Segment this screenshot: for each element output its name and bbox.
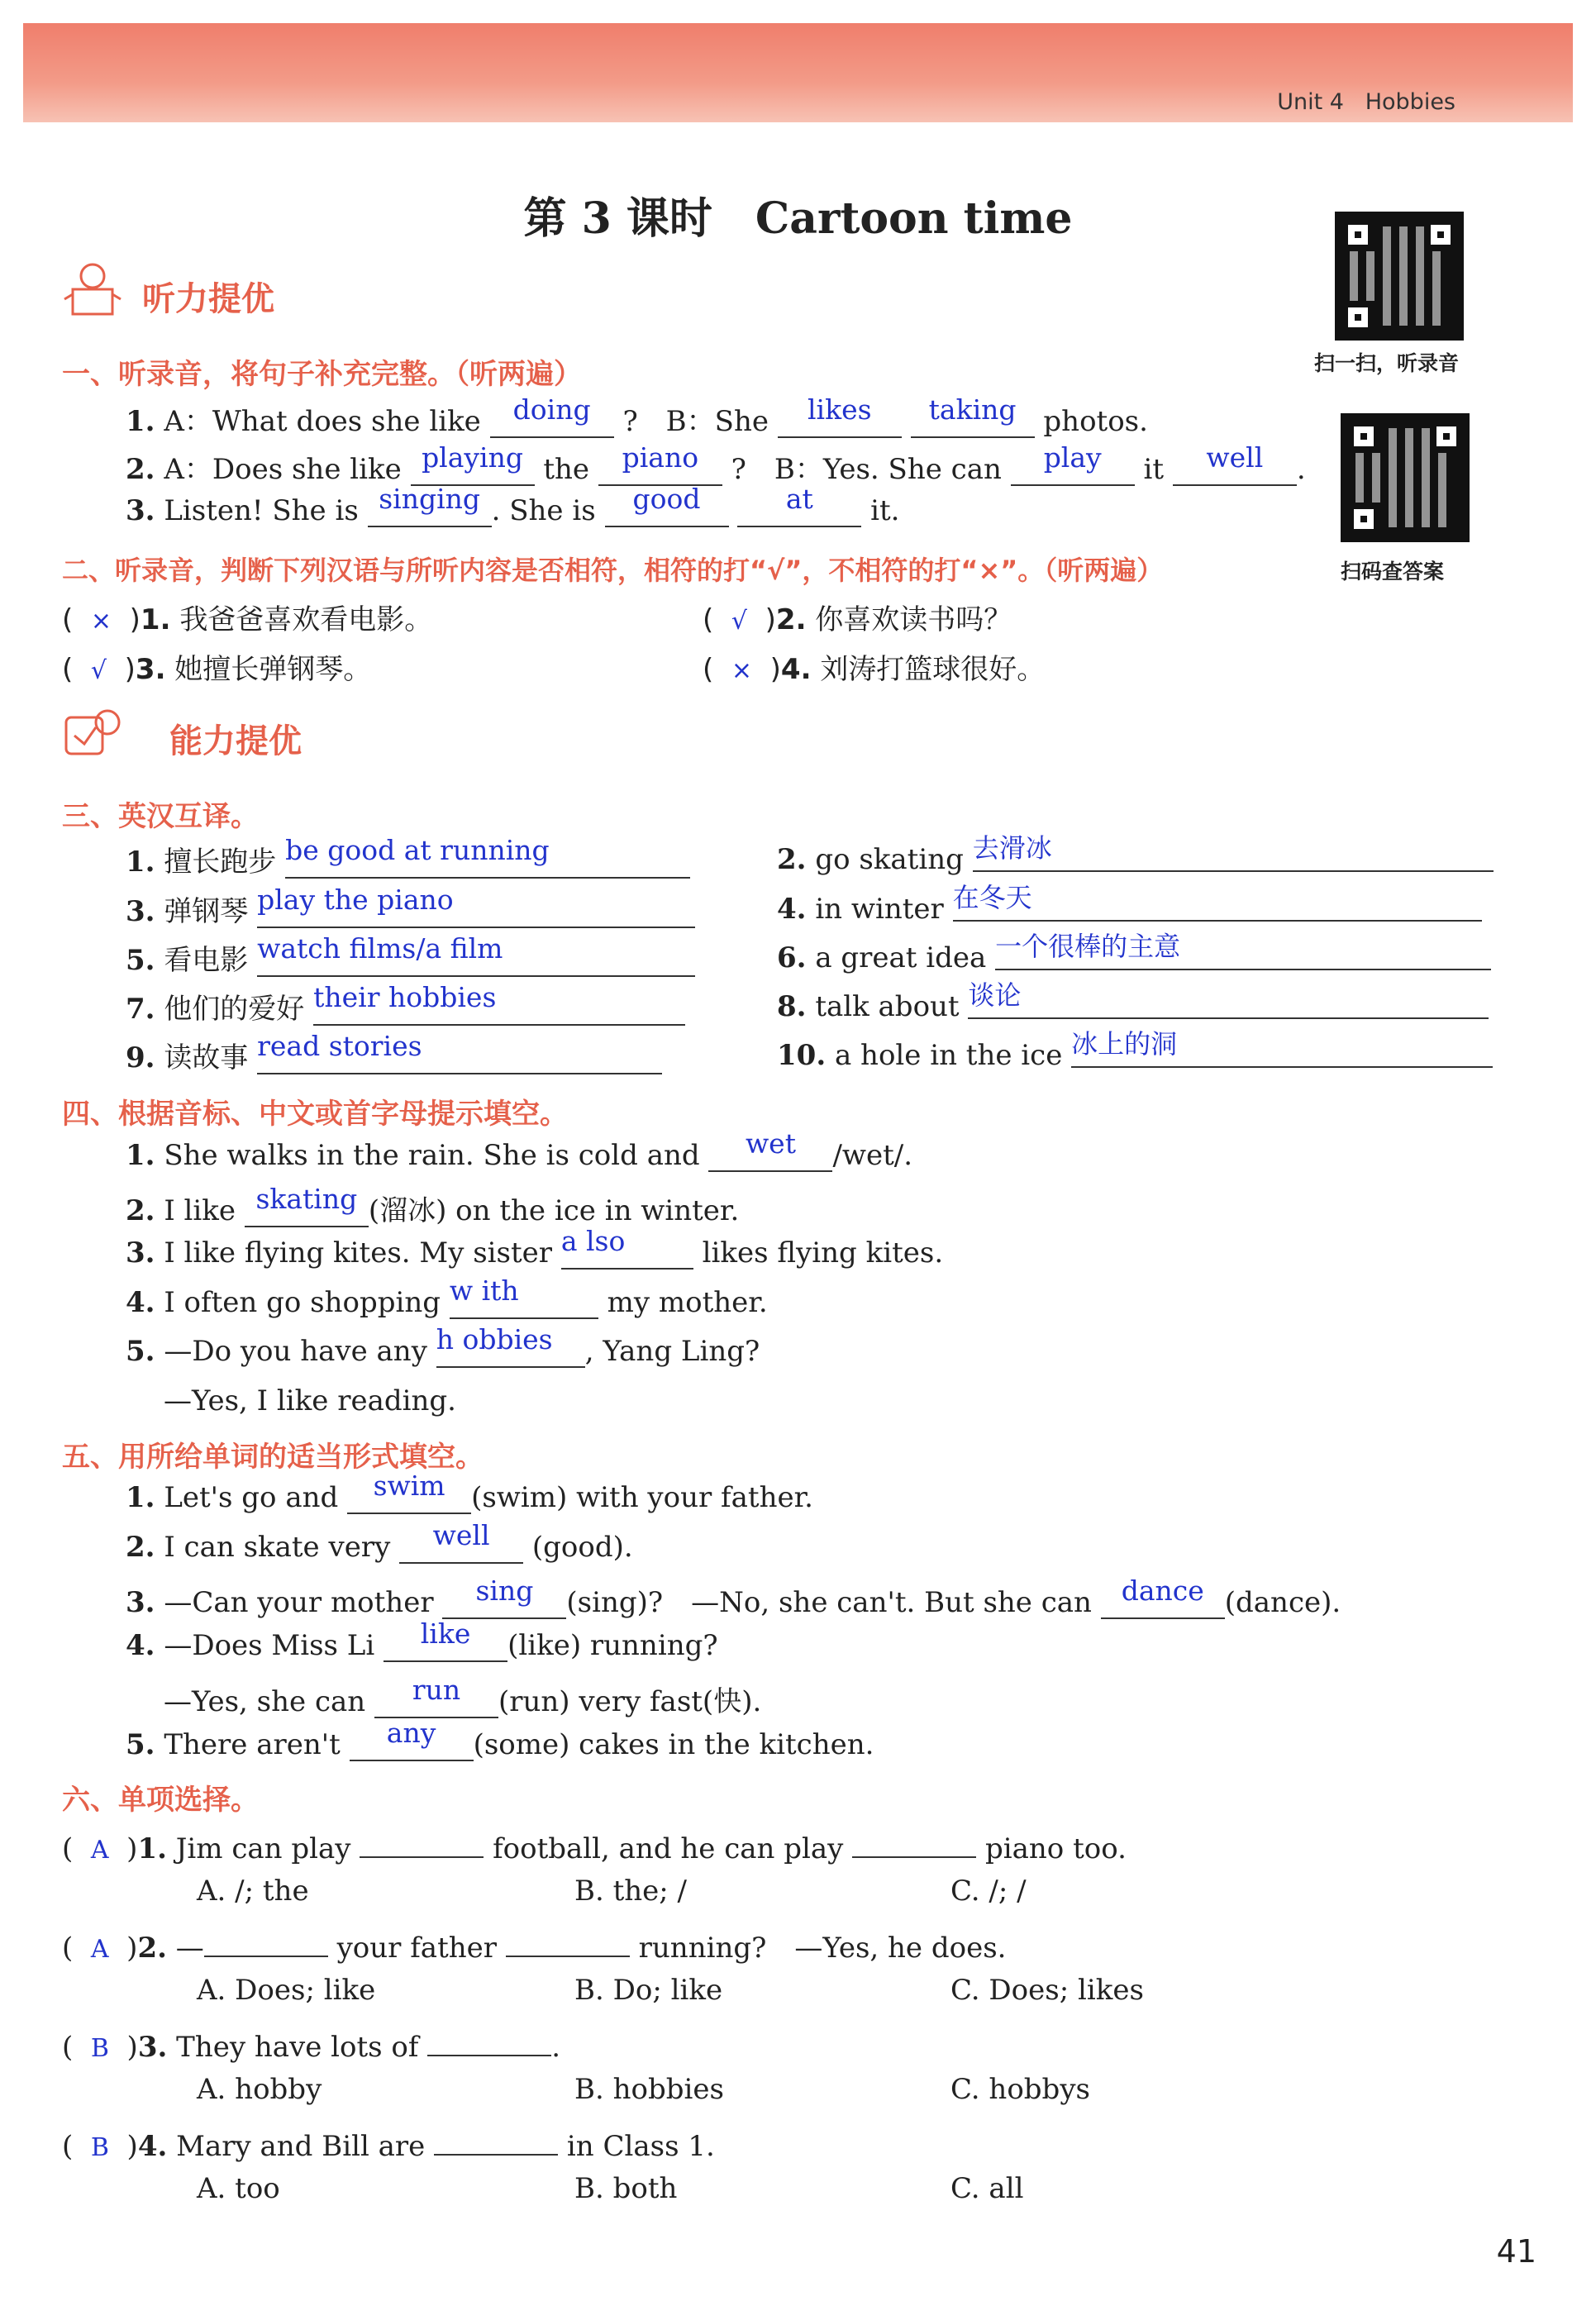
part6-question-4: ( B )4. Mary and Bill are in Class 1. <box>62 2122 715 2163</box>
part3-item-4: 4. in winter 在冬天 <box>777 888 1482 926</box>
answer-blank[interactable]: like <box>384 1629 507 1662</box>
answer-blank[interactable]: likes <box>778 405 902 438</box>
part1-item-2: 2. A：Does she like playing the piano ? B：Yes. She can play it well . <box>126 441 1306 486</box>
answer-blank[interactable]: 去滑冰 <box>973 839 1494 872</box>
part3-item-1: 1. 擅长跑步 be good at running <box>126 839 690 879</box>
answer-blank[interactable] <box>360 1825 484 1858</box>
answer-blank[interactable]: piano <box>598 453 722 486</box>
part4-item-5: 5. —Do you have any h obbies , Yang Ling? <box>126 1323 760 1368</box>
part5-item-4-reply: —Yes, she can run (run) very fast(快). <box>164 1674 762 1718</box>
answer-blank[interactable]: well <box>1173 453 1297 486</box>
answer-blank[interactable]: at <box>737 494 861 527</box>
part3-item-6: 6. a great idea 一个很棒的主意 <box>777 937 1491 974</box>
part6-q3-option-a[interactable]: A. hobby <box>197 2073 322 2106</box>
part6-q1-option-c[interactable]: C. /; / <box>950 1875 1027 1908</box>
answer-blank[interactable]: doing <box>490 405 614 438</box>
part1-title: 一、听录音，将句子补充完整。（听两遍） <box>62 358 582 391</box>
answer-blank[interactable]: 谈论 <box>968 986 1489 1019</box>
part5-title: 五、用所给单词的适当形式填空。 <box>62 1441 484 1474</box>
part5-item-5: 5. There aren't any (some) cakes in the kitchen. <box>126 1717 874 1761</box>
part3-item-10: 10. a hole in the ice 冰上的洞 <box>777 1035 1493 1072</box>
part2-item-1: ( × )1. 我爸爸喜欢看电影。 <box>62 603 433 636</box>
part6-q4-option-c[interactable]: C. all <box>950 2172 1024 2205</box>
part5-item-4: 4. —Does Miss Li like (like) running? <box>126 1617 718 1662</box>
answer-blank[interactable]: wet <box>708 1139 832 1172</box>
part6-q1-option-b[interactable]: B. the; / <box>574 1875 687 1908</box>
part6-question-3: ( B )3. They have lots of . <box>62 2023 560 2064</box>
part3-item-9: 9. 读故事 read stories <box>126 1035 662 1075</box>
part2-item-4: ( × )4. 刘涛打篮球很好。 <box>703 653 1046 686</box>
ability-banner-icon <box>60 703 126 769</box>
answer-blank[interactable]: 一个很棒的主意 <box>995 937 1491 970</box>
part2-title: 二、听录音，判断下列汉语与所听内容是否相符，相符的打“√”，不相符的打“×”。（听两遍） <box>62 555 1164 586</box>
part1-item-3: 3. Listen! She is singing . She is good at it. <box>126 483 900 527</box>
listen-qr-code[interactable] <box>1335 212 1464 341</box>
part6-q4-option-a[interactable]: A. too <box>197 2172 280 2205</box>
listening-banner-icon <box>60 258 126 324</box>
part6-q2-option-c[interactable]: C. Does; likes <box>950 1974 1144 2007</box>
answer-blank[interactable]: swim <box>347 1481 471 1514</box>
answer-blank[interactable]: 冰上的洞 <box>1071 1035 1493 1068</box>
part2-item-3: ( √ )3. 她擅长弹钢琴。 <box>62 653 372 686</box>
page-number: 41 <box>1496 2233 1536 2270</box>
part5-item-1: 1. Let's go and swim (swim) with your father. <box>126 1470 813 1514</box>
answer-blank[interactable]: be good at running <box>285 846 690 879</box>
part3-item-3: 3. 弹钢琴 play the piano <box>126 888 695 929</box>
part5-item-3: 3. —Can your mother sing (sing)? —No, she can't. But she can dance (dance). <box>126 1574 1341 1619</box>
part4-title: 四、根据音标、中文或首字母提示填空。 <box>62 1098 568 1131</box>
part5-item-2: 2. I can skate very well (good). <box>126 1519 633 1564</box>
part6-q1-option-a[interactable]: A. /; the <box>197 1875 309 1908</box>
part6-q3-option-c[interactable]: C. hobbys <box>950 2073 1090 2106</box>
answer-blank[interactable]: run <box>374 1685 498 1718</box>
answer-qr-caption: 扫码查答案 <box>1341 560 1445 584</box>
part6-title: 六、单项选择。 <box>62 1784 259 1817</box>
answer-blank[interactable] <box>852 1825 976 1858</box>
answer-blank[interactable]: sing <box>442 1586 566 1619</box>
answer-blank[interactable]: skating <box>245 1194 369 1227</box>
part4-reply: —Yes, I like reading. <box>164 1384 456 1417</box>
part3-item-7: 7. 他们的爱好 their hobbies <box>126 986 685 1027</box>
unit-header: Unit 4 Hobbies <box>1277 89 1455 115</box>
part3-item-5: 5. 看电影 watch films/a film <box>126 937 695 978</box>
answer-blank[interactable]: dance <box>1101 1586 1225 1619</box>
answer-blank[interactable]: a lso <box>561 1236 693 1270</box>
part2-item-2: ( √ )2. 你喜欢读书吗？ <box>703 603 1012 636</box>
answer-blank[interactable]: playing <box>411 453 535 486</box>
answer-blank[interactable]: well <box>399 1531 523 1564</box>
part4-item-3: 3. I like flying kites. My sister a lso likes flying kites. <box>126 1225 944 1270</box>
answer-blank[interactable]: their hobbies <box>313 993 685 1026</box>
answer-blank[interactable]: w ith <box>450 1286 598 1319</box>
part6-q4-option-b[interactable]: B. both <box>574 2172 678 2205</box>
part3-item-2: 2. go skating 去滑冰 <box>777 839 1494 876</box>
answer-blank[interactable]: 在冬天 <box>953 888 1482 922</box>
answer-blank[interactable]: play <box>1011 453 1135 486</box>
answer-blank[interactable]: h obbies <box>436 1335 585 1368</box>
part6-question-2: ( A )2. — your father running? —Yes, he does. <box>62 1924 1006 1965</box>
answer-blank[interactable] <box>204 1924 328 1957</box>
part1-item-1: 1. A：What does she like doing ? B：She likes taking photos. <box>126 393 1148 438</box>
part4-item-2: 2. I like skating (溜冰) on the ice in winter. <box>126 1183 740 1227</box>
ability-banner: 能力提优 <box>169 722 302 760</box>
answer-blank[interactable]: good <box>605 494 729 527</box>
answer-blank[interactable]: taking <box>911 405 1035 438</box>
answer-blank[interactable]: singing <box>368 494 492 527</box>
part6-question-1: ( A )1. Jim can play football, and he can play piano too. <box>62 1825 1127 1865</box>
answer-blank[interactable] <box>434 2122 558 2156</box>
answer-blank[interactable] <box>506 1924 630 1957</box>
answer-blank[interactable]: read stories <box>257 1041 662 1074</box>
part4-item-1: 1. She walks in the rain. She is cold and wet /wet/. <box>126 1127 913 1172</box>
answer-blank[interactable]: any <box>350 1728 474 1761</box>
listen-qr-caption: 扫一扫，听录音 <box>1314 351 1460 375</box>
answer-blank[interactable] <box>427 2023 551 2056</box>
part6-q2-option-b[interactable]: B. Do; like <box>574 1974 723 2007</box>
part3-title: 三、英汉互译。 <box>62 800 259 833</box>
part6-q2-option-a[interactable]: A. Does; like <box>197 1974 376 2007</box>
answer-blank[interactable]: watch films/a film <box>257 944 695 977</box>
page-title: 第 3 课时 Cartoon time <box>523 193 1073 244</box>
answer-blank[interactable]: play the piano <box>257 895 695 928</box>
part4-item-4: 4. I often go shopping w ith my mother. <box>126 1274 768 1319</box>
listening-banner: 听力提优 <box>142 280 274 318</box>
part3-item-8: 8. talk about 谈论 <box>777 986 1489 1023</box>
part6-q3-option-b[interactable]: B. hobbies <box>574 2073 724 2106</box>
answer-qr-code[interactable] <box>1341 413 1470 542</box>
